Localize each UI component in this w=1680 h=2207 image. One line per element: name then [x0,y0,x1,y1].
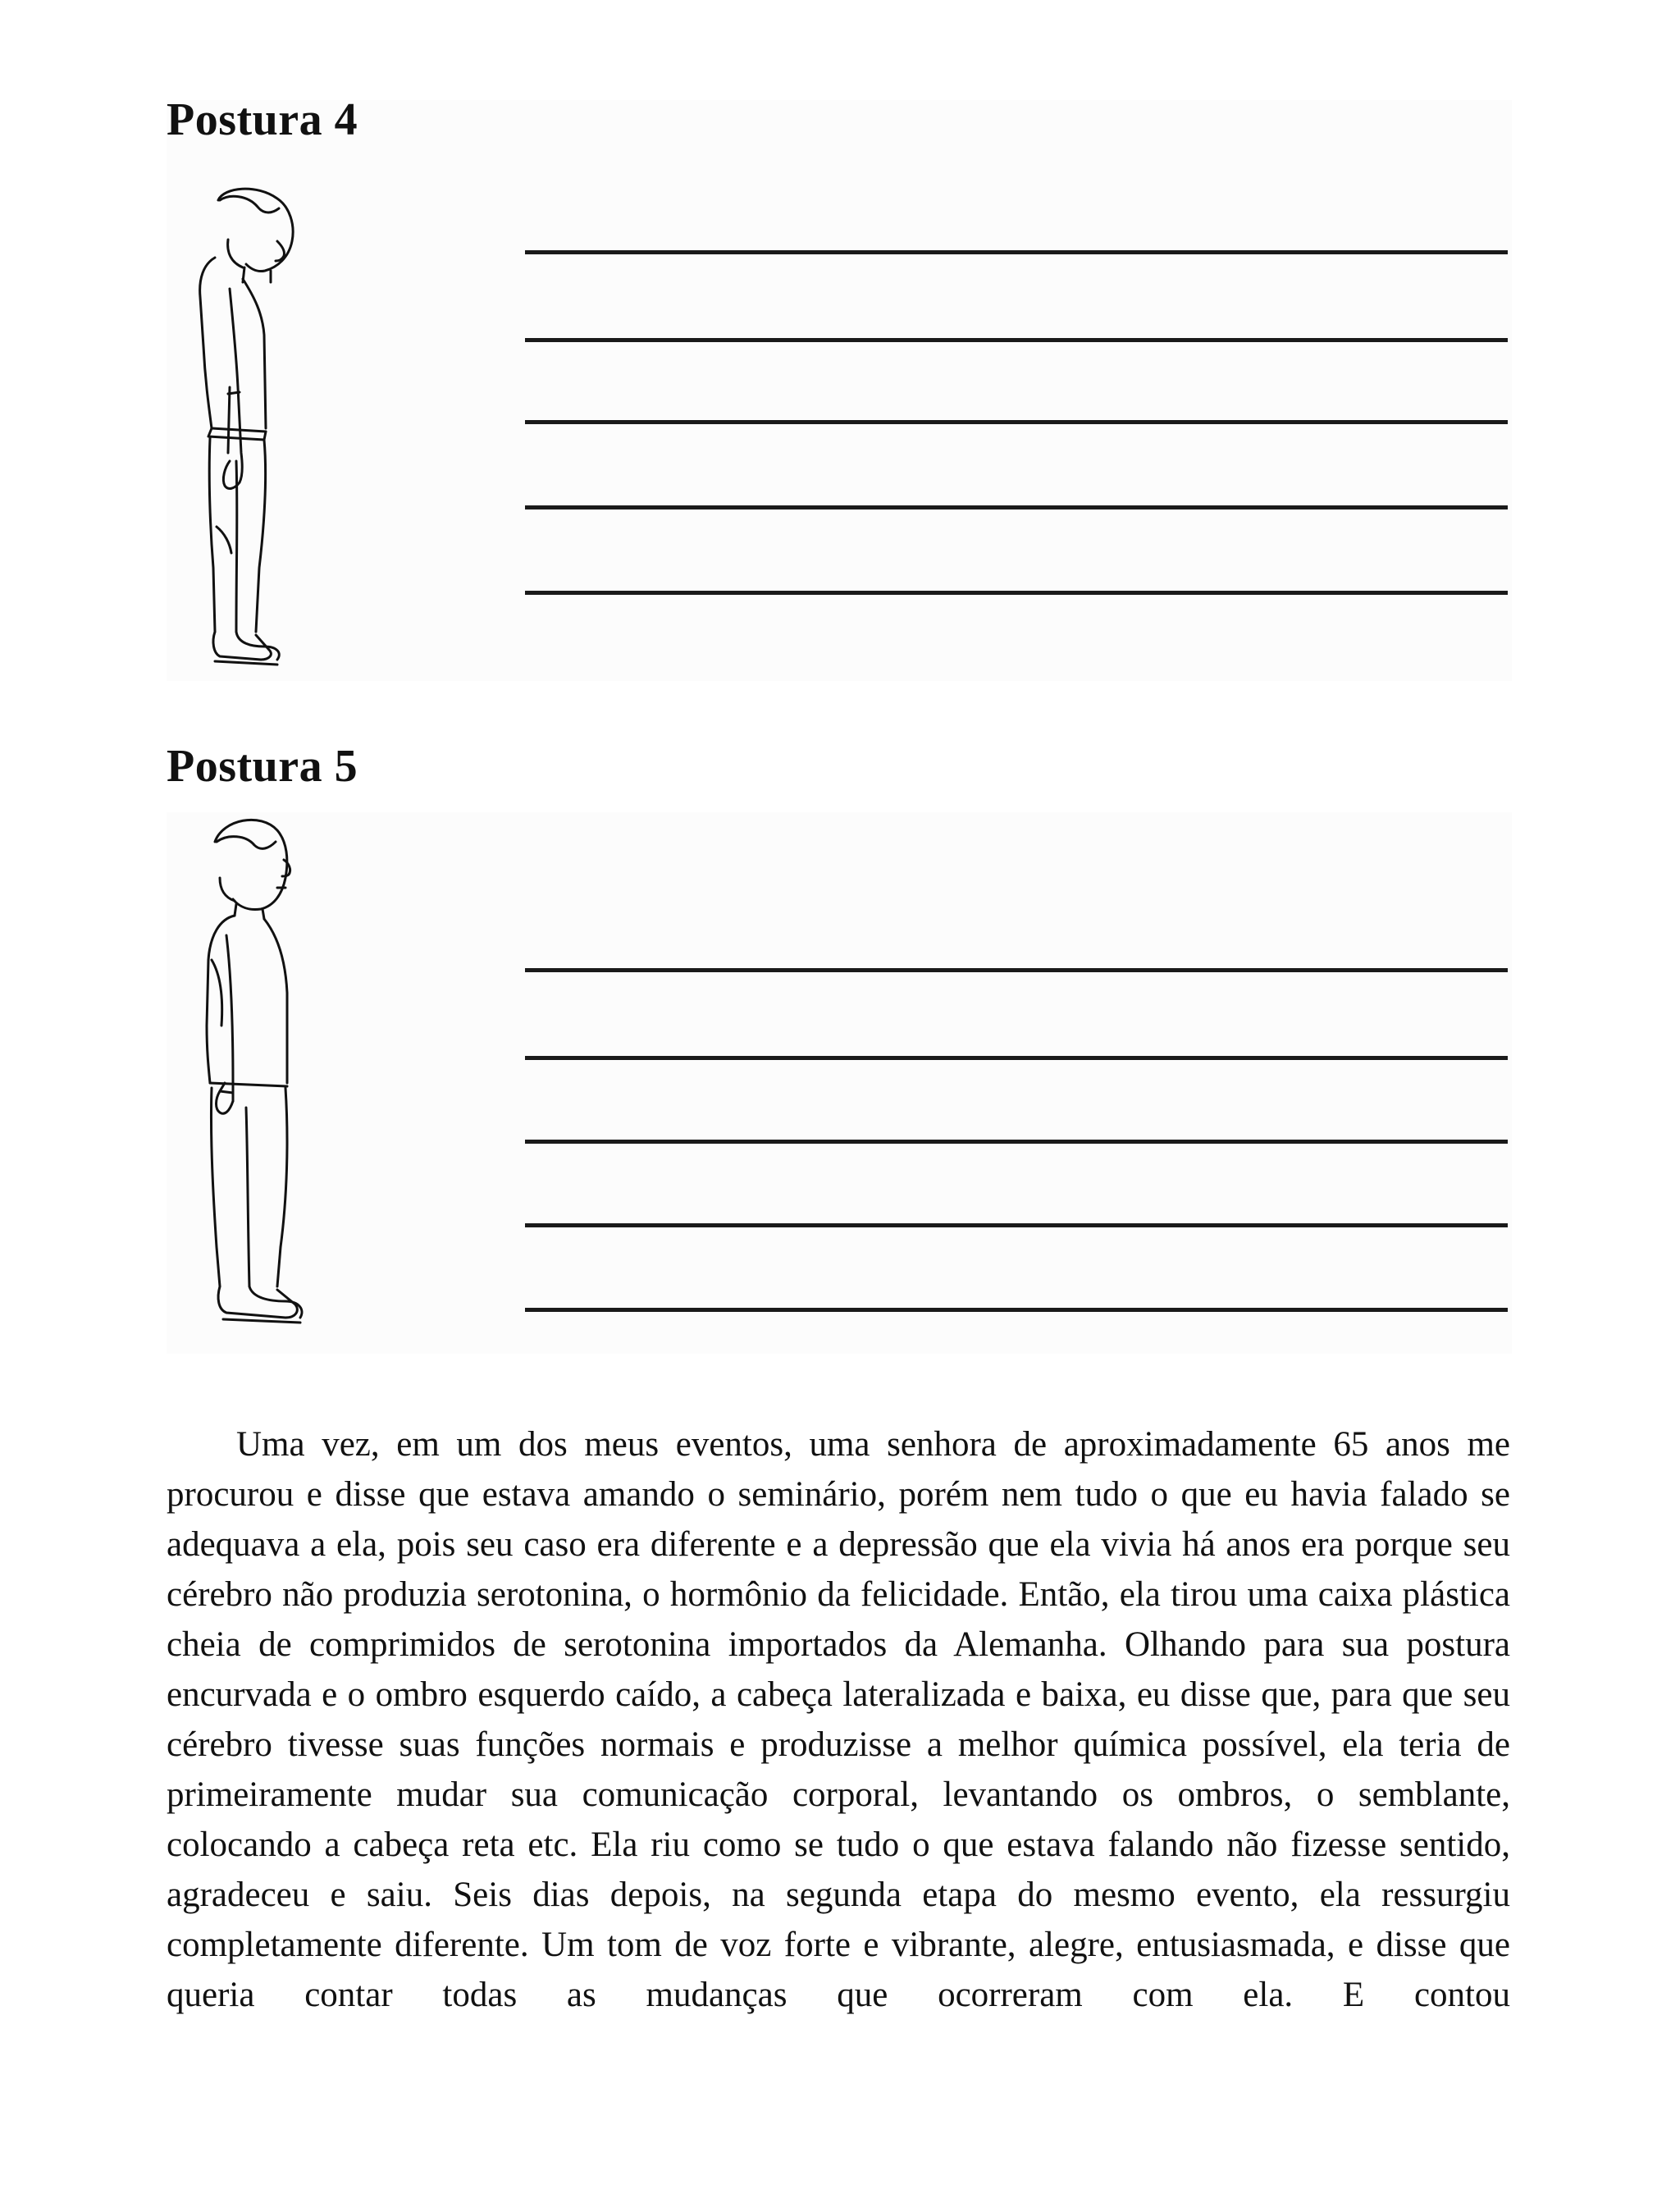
answer-line[interactable] [525,250,1508,254]
posture-5-panel [167,812,1512,1354]
answer-line[interactable] [525,591,1508,595]
answer-line[interactable] [525,968,1508,972]
posture-5-heading: Postura 5 [167,741,358,792]
body-paragraph [167,1419,1510,2020]
answer-line[interactable] [525,1140,1508,1144]
upright-man-illustration [195,812,335,1346]
answer-line[interactable] [525,1308,1508,1312]
answer-line[interactable] [525,338,1508,342]
answer-line[interactable] [525,420,1508,424]
body-paragraph-text: Uma vez, em um dos meus eventos, uma senhora de aproximadamente 65 anos me procurou e disse que estava amando o seminário, porém nem tudo o que eu havia falado se adequava a ela, pois seu caso era diferente e a depressão que ela vivia há anos era porque seu cérebro não produzia serotonina, o hormônio da felicidade. Então, ela tirou uma caixa plástica cheia de comprimidos de serotonina importados da Alemanha. Olhando para sua postura encurvada e o ombro esquerdo caído, a cabeça lateralizada e baixa, eu disse que, para que seu cérebro tivesse suas funções normais e produzisse a melhor química possível, ela teria de primeiramente mudar sua comunicação corporal, levantando os ombros, o semblante, colocando a cabeça reta etc. Ela riu como se tudo o que estava falando não fizesse sentido, agradeceu e saiu. Seis dias depois, na segunda etapa do mesmo evento, ela ressurgiu completamente diferente. Um tom de voz forte e vibrante, alegre, entusiasmada, e disse que queria contar todas as mudanças que ocorreram com ela. E contou [167,1425,1510,2014]
posture-4-heading: Postura 4 [167,94,358,145]
answer-line[interactable] [525,1223,1508,1227]
slouched-man-illustration [179,182,314,681]
answer-line[interactable] [525,1056,1508,1060]
answer-line[interactable] [525,505,1508,509]
